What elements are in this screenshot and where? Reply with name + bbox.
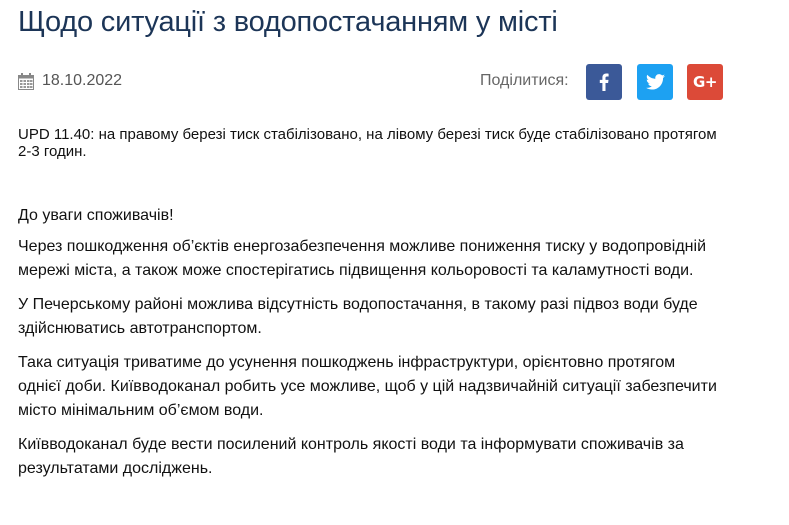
calendar-icon (18, 73, 34, 90)
twitter-share-button[interactable] (637, 64, 673, 100)
update-notice: UPD 11.40: на правому березі тиск стабілізовано, на лівому березі тиск буде стабілізовано протягом 2-3 годин. (18, 126, 717, 160)
google-plus-icon: G+ (693, 73, 717, 91)
date-text: 18.10.2022 (42, 72, 123, 89)
article-paragraph: Київводоканал буде вести посилений контроль якості води та інформувати споживачів за результатами досліджень. (18, 436, 684, 477)
share-label: Поділитися: (480, 72, 569, 89)
article-paragraph: Така ситуація триватиме до усунення пошкоджень інфраструктури, орієнтовно протягом однієї доби. Київводоканал робить усе можливе, щоб у цій надзвичайній ситуації забезпечити місто мінімальним об’ємом води. (18, 354, 717, 419)
page-title: Щодо ситуації з водопостачанням у місті (18, 6, 558, 38)
facebook-icon (599, 73, 609, 91)
article-paragraph: Через пошкодження об’єктів енергозабезпечення можливе пониження тиску у водопровідній мережі міста, а також може спостерігатись підвищення кольоровості та каламутності води. (18, 238, 706, 279)
facebook-share-button[interactable] (586, 64, 622, 100)
publish-date (18, 72, 122, 90)
article-meta (18, 64, 722, 100)
google-plus-share-button[interactable] (687, 64, 723, 100)
article-paragraph: У Печерському районі можлива відсутність водопостачання, в такому разі підвоз води буде здійснюватись автотранспортом. (18, 296, 698, 337)
article-paragraph: До уваги споживачів! (18, 207, 174, 224)
article-body (18, 204, 718, 491)
twitter-icon (646, 74, 665, 90)
